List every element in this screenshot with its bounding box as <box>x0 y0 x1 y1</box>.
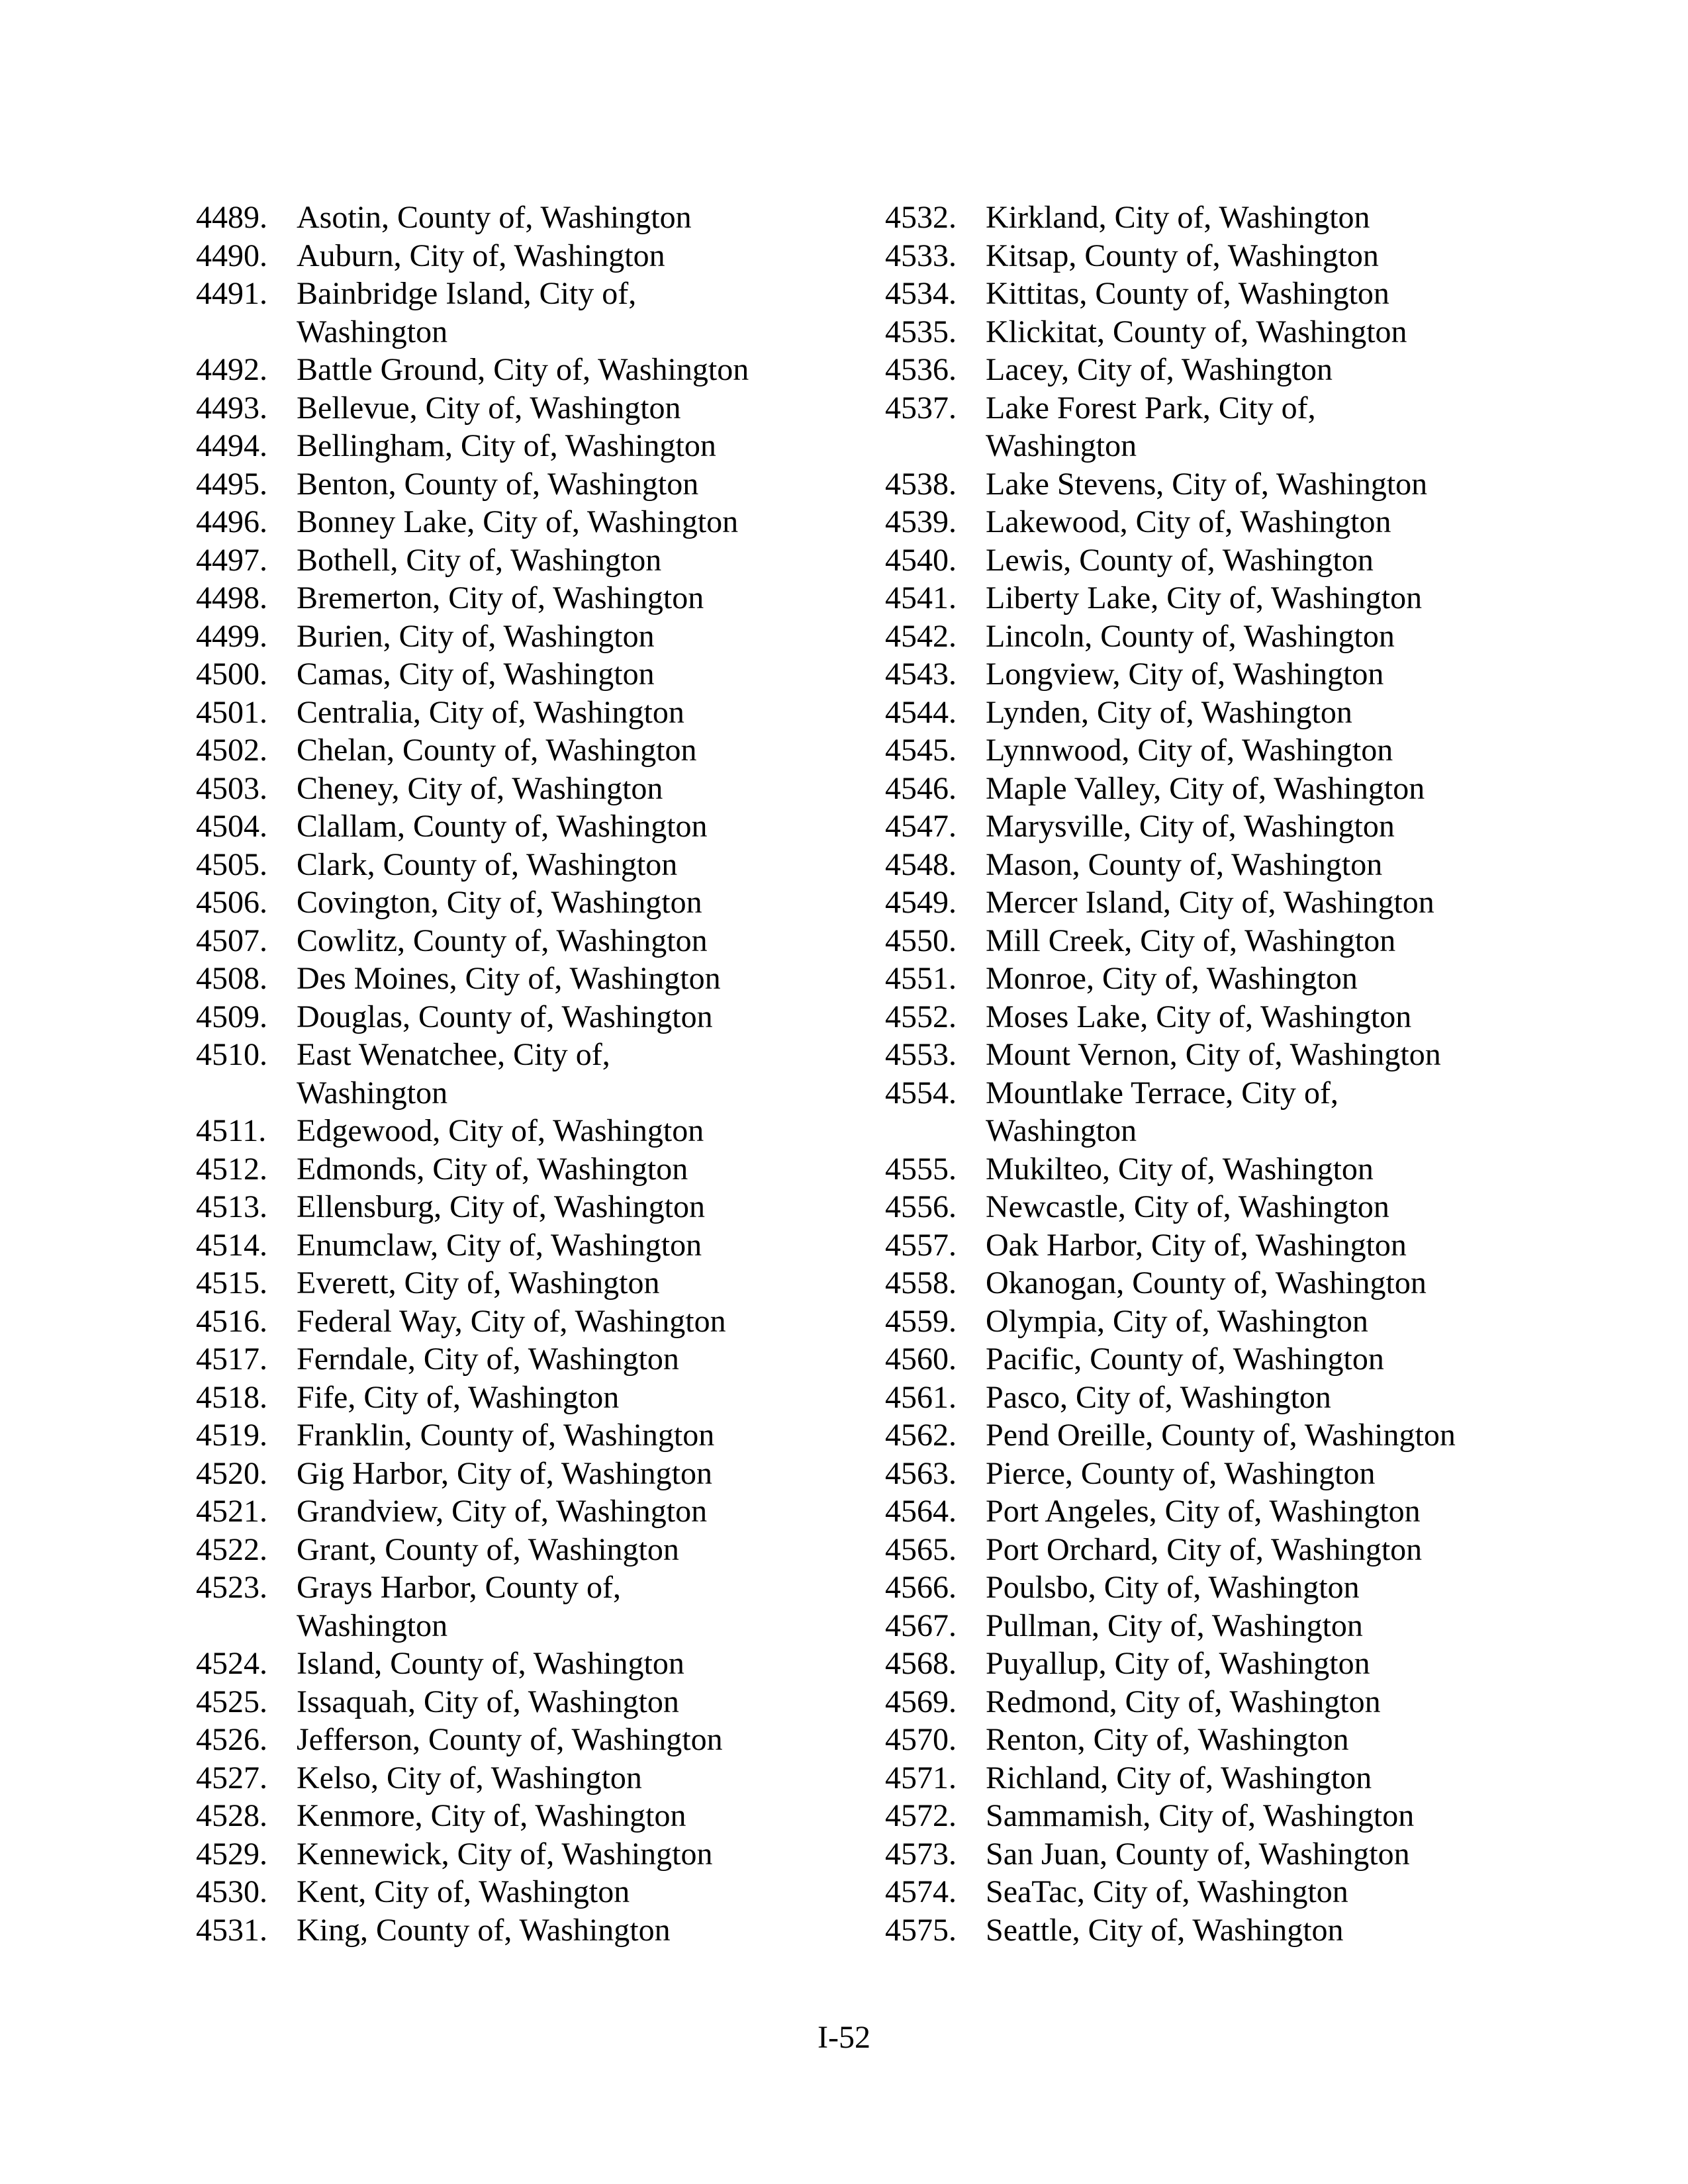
list-item <box>196 960 858 998</box>
list-item <box>885 884 1547 922</box>
item-text: Oak Harbor, City of, Washington <box>986 1227 1407 1263</box>
item-number: 4537. <box>885 390 957 426</box>
item-text: Benton, County of, Washington <box>297 466 699 502</box>
item-text: Centralia, City of, Washington <box>297 694 684 730</box>
item-text: Bothell, City of, Washington <box>297 542 662 578</box>
list-item <box>885 1074 1547 1150</box>
list-item <box>196 884 858 922</box>
item-number: 4544. <box>885 694 957 730</box>
list-item <box>196 1379 858 1417</box>
item-number: 4570. <box>885 1722 957 1757</box>
item-number: 4566. <box>885 1570 957 1605</box>
item-number: 4562. <box>885 1418 957 1453</box>
list-item <box>196 922 858 960</box>
list-item <box>196 1455 858 1493</box>
list-item <box>885 1911 1547 1950</box>
item-text: Edmonds, City of, Washington <box>297 1151 688 1187</box>
item-text: Mountlake Terrace, City of, Washington <box>986 1075 1338 1148</box>
list-item <box>885 922 1547 960</box>
item-number: 4493. <box>196 390 267 426</box>
list-item <box>196 199 858 237</box>
item-number: 4538. <box>885 466 957 502</box>
list-item <box>885 237 1547 275</box>
item-text: Poulsbo, City of, Washington <box>986 1570 1360 1605</box>
list-item <box>885 351 1547 389</box>
item-text: Port Angeles, City of, Washington <box>986 1494 1421 1529</box>
item-text: Renton, City of, Washington <box>986 1722 1349 1757</box>
item-text: Bellevue, City of, Washington <box>297 390 681 426</box>
item-number: 4503. <box>196 770 267 806</box>
list-item <box>885 1340 1547 1379</box>
item-number: 4546. <box>885 770 957 806</box>
item-text: Grandview, City of, Washington <box>297 1494 708 1529</box>
list-item <box>885 199 1547 237</box>
item-text: Kent, City of, Washington <box>297 1874 630 1909</box>
list-item <box>885 1569 1547 1607</box>
item-number: 4523. <box>196 1570 267 1605</box>
item-text: East Wenatchee, City of, Washington <box>297 1037 610 1111</box>
item-number: 4502. <box>196 733 267 768</box>
item-number: 4559. <box>885 1303 957 1339</box>
list-item <box>196 1569 858 1645</box>
item-number: 4547. <box>885 809 957 844</box>
list-item <box>885 1455 1547 1493</box>
list-item <box>196 1835 858 1874</box>
item-number: 4564. <box>885 1494 957 1529</box>
item-number: 4551. <box>885 961 957 996</box>
item-number: 4506. <box>196 885 267 920</box>
list-item <box>196 1492 858 1531</box>
list-item <box>196 1036 858 1112</box>
item-number: 4522. <box>196 1531 267 1567</box>
item-number: 4569. <box>885 1684 957 1719</box>
item-text: SeaTac, City of, Washington <box>986 1874 1348 1909</box>
item-text: Issaquah, City of, Washington <box>297 1684 679 1719</box>
item-number: 4509. <box>196 999 267 1034</box>
item-number: 4549. <box>885 885 957 920</box>
item-text: Sammamish, City of, Washington <box>986 1798 1415 1833</box>
list-item <box>196 427 858 465</box>
item-number: 4554. <box>885 1075 957 1111</box>
item-text: Kitsap, County of, Washington <box>986 238 1379 273</box>
list-item <box>196 579 858 617</box>
page-number: I-52 <box>818 2020 870 2055</box>
list-item <box>196 1531 858 1569</box>
list-item <box>885 807 1547 846</box>
item-number: 4498. <box>196 580 267 615</box>
item-number: 4505. <box>196 846 267 882</box>
item-text: Lacey, City of, Washington <box>986 352 1333 387</box>
item-text: Franklin, County of, Washington <box>297 1418 715 1453</box>
item-text: Monroe, City of, Washington <box>986 961 1358 996</box>
item-text: Ferndale, City of, Washington <box>297 1342 679 1377</box>
list-item <box>196 617 858 656</box>
item-number: 4548. <box>885 846 957 882</box>
item-number: 4514. <box>196 1227 267 1263</box>
item-text: Clallam, County of, Washington <box>297 809 708 844</box>
item-number: 4519. <box>196 1418 267 1453</box>
list-item <box>196 1759 858 1797</box>
item-number: 4545. <box>885 733 957 768</box>
item-number: 4536. <box>885 352 957 387</box>
item-text: Lynnwood, City of, Washington <box>986 733 1393 768</box>
item-number: 4550. <box>885 923 957 958</box>
item-text: Richland, City of, Washington <box>986 1760 1372 1796</box>
item-number: 4508. <box>196 961 267 996</box>
item-number: 4497. <box>196 542 267 578</box>
item-text: Bonney Lake, City of, Washington <box>297 504 739 539</box>
item-number: 4500. <box>196 657 267 692</box>
list-item <box>196 1645 858 1683</box>
item-number: 4527. <box>196 1760 267 1796</box>
item-number: 4572. <box>885 1798 957 1833</box>
list-item <box>196 1302 858 1341</box>
item-text: Kirkland, City of, Washington <box>986 200 1370 235</box>
item-number: 4567. <box>885 1608 957 1643</box>
item-text: Pullman, City of, Washington <box>986 1608 1363 1643</box>
item-text: Olympia, City of, Washington <box>986 1303 1368 1339</box>
list-item <box>196 770 858 808</box>
list-item <box>885 617 1547 656</box>
item-text: Island, County of, Washington <box>297 1646 684 1681</box>
list-item <box>885 1721 1547 1759</box>
item-number: 4496. <box>196 504 267 539</box>
item-text: Liberty Lake, City of, Washington <box>986 580 1423 615</box>
list-item <box>885 1873 1547 1911</box>
item-number: 4556. <box>885 1189 957 1224</box>
list-item <box>885 579 1547 617</box>
list-item <box>196 1683 858 1721</box>
list-item <box>885 1416 1547 1455</box>
left-column-list <box>196 199 858 1949</box>
item-text: Lewis, County of, Washington <box>986 542 1374 578</box>
item-number: 4574. <box>885 1874 957 1909</box>
list-item <box>885 1835 1547 1874</box>
item-text: Kittitas, County of, Washington <box>986 276 1389 311</box>
item-text: Battle Ground, City of, Washington <box>297 352 749 387</box>
list-item <box>196 1873 858 1911</box>
item-text: Grays Harbor, County of, Washington <box>297 1570 621 1643</box>
list-item <box>885 1492 1547 1531</box>
list-item <box>885 1683 1547 1721</box>
list-item <box>196 351 858 389</box>
item-text: Klickitat, County of, Washington <box>986 314 1407 349</box>
item-text: Douglas, County of, Washington <box>297 999 713 1034</box>
list-item <box>196 1416 858 1455</box>
item-text: Pasco, City of, Washington <box>986 1379 1331 1415</box>
item-number: 4531. <box>196 1912 267 1948</box>
list-item <box>885 1645 1547 1683</box>
list-item <box>196 1911 858 1950</box>
item-text: San Juan, County of, Washington <box>986 1836 1410 1872</box>
item-text: Okanogan, County of, Washington <box>986 1265 1427 1300</box>
item-text: Cheney, City of, Washington <box>297 770 663 806</box>
list-item <box>885 1607 1547 1645</box>
list-item <box>885 960 1547 998</box>
list-item <box>196 731 858 770</box>
list-item <box>885 1302 1547 1341</box>
item-number: 4515. <box>196 1265 267 1300</box>
item-text: Des Moines, City of, Washington <box>297 961 721 996</box>
item-number: 4491. <box>196 276 267 311</box>
list-item <box>196 503 858 541</box>
item-number: 4518. <box>196 1379 267 1415</box>
item-text: Pierce, County of, Washington <box>986 1455 1376 1491</box>
item-number: 4565. <box>885 1531 957 1567</box>
item-number: 4490. <box>196 238 267 273</box>
item-text: Marysville, City of, Washington <box>986 809 1395 844</box>
list-item <box>885 313 1547 351</box>
item-text: Puyallup, City of, Washington <box>986 1646 1370 1681</box>
list-item <box>196 1264 858 1302</box>
item-number: 4492. <box>196 352 267 387</box>
item-text: Seattle, City of, Washington <box>986 1912 1344 1948</box>
item-number: 4528. <box>196 1798 267 1833</box>
list-item <box>196 846 858 884</box>
item-text: King, County of, Washington <box>297 1912 671 1948</box>
item-number: 4539. <box>885 504 957 539</box>
item-text: Pacific, County of, Washington <box>986 1342 1384 1377</box>
list-item <box>196 1226 858 1265</box>
item-text: Maple Valley, City of, Washington <box>986 770 1425 806</box>
list-item <box>885 275 1547 313</box>
item-number: 4558. <box>885 1265 957 1300</box>
item-text: Bellingham, City of, Washington <box>297 428 716 463</box>
list-item <box>885 655 1547 694</box>
item-text: Lincoln, County of, Washington <box>986 618 1395 654</box>
list-item <box>885 1379 1547 1417</box>
list-item <box>196 998 858 1036</box>
list-item <box>196 1797 858 1835</box>
item-text: Mercer Island, City of, Washington <box>986 885 1434 920</box>
item-number: 4489. <box>196 200 267 235</box>
item-text: Bremerton, City of, Washington <box>297 580 704 615</box>
list-item <box>885 1188 1547 1226</box>
item-text: Asotin, County of, Washington <box>297 200 692 235</box>
item-number: 4568. <box>885 1646 957 1681</box>
item-number: 4499. <box>196 618 267 654</box>
item-text: Mason, County of, Washington <box>986 846 1383 882</box>
list-item <box>885 389 1547 465</box>
list-item <box>885 846 1547 884</box>
item-text: Jefferson, County of, Washington <box>297 1722 723 1757</box>
list-item <box>885 1759 1547 1797</box>
item-number: 4521. <box>196 1494 267 1529</box>
item-text: Camas, City of, Washington <box>297 657 655 692</box>
item-text: Mill Creek, City of, Washington <box>986 923 1396 958</box>
item-text: Newcastle, City of, Washington <box>986 1189 1389 1224</box>
list-item <box>885 770 1547 808</box>
item-number: 4563. <box>885 1455 957 1491</box>
item-number: 4532. <box>885 200 957 235</box>
item-text: Grant, County of, Washington <box>297 1531 679 1567</box>
list-item <box>885 541 1547 580</box>
item-text: Gig Harbor, City of, Washington <box>297 1455 712 1491</box>
list-item <box>196 1340 858 1379</box>
item-text: Edgewood, City of, Washington <box>297 1113 704 1148</box>
list-item <box>196 694 858 732</box>
item-text: Clark, County of, Washington <box>297 846 678 882</box>
item-number: 4571. <box>885 1760 957 1796</box>
item-text: Auburn, City of, Washington <box>297 238 665 273</box>
item-number: 4561. <box>885 1379 957 1415</box>
item-text: Mount Vernon, City of, Washington <box>986 1037 1441 1072</box>
list-item <box>196 807 858 846</box>
item-number: 4513. <box>196 1189 267 1224</box>
list-item <box>196 1721 858 1759</box>
item-number: 4573. <box>885 1836 957 1872</box>
item-text: Cowlitz, County of, Washington <box>297 923 708 958</box>
item-number: 4535. <box>885 314 957 349</box>
list-item <box>885 1264 1547 1302</box>
list-item <box>885 1797 1547 1835</box>
item-number: 4542. <box>885 618 957 654</box>
item-number: 4525. <box>196 1684 267 1719</box>
item-number: 4526. <box>196 1722 267 1757</box>
item-text: Kelso, City of, Washington <box>297 1760 642 1796</box>
list-item <box>885 1036 1547 1074</box>
item-number: 4511. <box>196 1113 267 1148</box>
item-text: Kennewick, City of, Washington <box>297 1836 713 1872</box>
item-number: 4553. <box>885 1037 957 1072</box>
item-text: Moses Lake, City of, Washington <box>986 999 1412 1034</box>
list-item <box>196 275 858 351</box>
item-number: 4512. <box>196 1151 267 1187</box>
item-number: 4560. <box>885 1342 957 1377</box>
item-number: 4510. <box>196 1037 267 1072</box>
item-text: Federal Way, City of, Washington <box>297 1303 726 1339</box>
item-number: 4520. <box>196 1455 267 1491</box>
item-text: Longview, City of, Washington <box>986 657 1384 692</box>
item-text: Fife, City of, Washington <box>297 1379 620 1415</box>
list-item <box>885 998 1547 1036</box>
list-item <box>196 1188 858 1226</box>
item-text: Chelan, County of, Washington <box>297 733 697 768</box>
list-item <box>196 1150 858 1189</box>
item-text: Everett, City of, Washington <box>297 1265 660 1300</box>
list-item <box>885 465 1547 504</box>
list-item <box>885 1150 1547 1189</box>
item-text: Lynden, City of, Washington <box>986 694 1352 730</box>
item-text: Burien, City of, Washington <box>297 618 655 654</box>
item-text: Kenmore, City of, Washington <box>297 1798 686 1833</box>
list-item <box>196 237 858 275</box>
item-text: Ellensburg, City of, Washington <box>297 1189 706 1224</box>
list-item <box>885 503 1547 541</box>
item-number: 4575. <box>885 1912 957 1948</box>
item-number: 4494. <box>196 428 267 463</box>
right-column-list <box>885 199 1547 1949</box>
item-number: 4517. <box>196 1342 267 1377</box>
item-number: 4540. <box>885 542 957 578</box>
item-text: Bainbridge Island, City of, Washington <box>297 276 637 349</box>
item-text: Lakewood, City of, Washington <box>986 504 1391 539</box>
item-number: 4530. <box>196 1874 267 1909</box>
list-item <box>885 1531 1547 1569</box>
list-item <box>196 465 858 504</box>
item-text: Enumclaw, City of, Washington <box>297 1227 702 1263</box>
item-text: Covington, City of, Washington <box>297 885 702 920</box>
list-item <box>196 1112 858 1150</box>
item-number: 4543. <box>885 657 957 692</box>
item-text: Port Orchard, City of, Washington <box>986 1531 1423 1567</box>
item-number: 4524. <box>196 1646 267 1681</box>
item-number: 4557. <box>885 1227 957 1263</box>
item-number: 4555. <box>885 1151 957 1187</box>
list-item <box>885 731 1547 770</box>
item-number: 4529. <box>196 1836 267 1872</box>
item-number: 4516. <box>196 1303 267 1339</box>
item-text: Mukilteo, City of, Washington <box>986 1151 1374 1187</box>
item-text: Lake Stevens, City of, Washington <box>986 466 1428 502</box>
item-number: 4507. <box>196 923 267 958</box>
list-item <box>885 694 1547 732</box>
list-item <box>196 389 858 428</box>
list-item <box>196 655 858 694</box>
item-number: 4541. <box>885 580 957 615</box>
item-number: 4504. <box>196 809 267 844</box>
item-number: 4501. <box>196 694 267 730</box>
item-number: 4533. <box>885 238 957 273</box>
item-number: 4552. <box>885 999 957 1034</box>
item-text: Lake Forest Park, City of, Washington <box>986 390 1316 463</box>
list-item <box>196 541 858 580</box>
item-text: Pend Oreille, County of, Washington <box>986 1418 1456 1453</box>
item-number: 4495. <box>196 466 267 502</box>
item-text: Redmond, City of, Washington <box>986 1684 1381 1719</box>
item-number: 4534. <box>885 276 957 311</box>
list-item <box>885 1226 1547 1265</box>
